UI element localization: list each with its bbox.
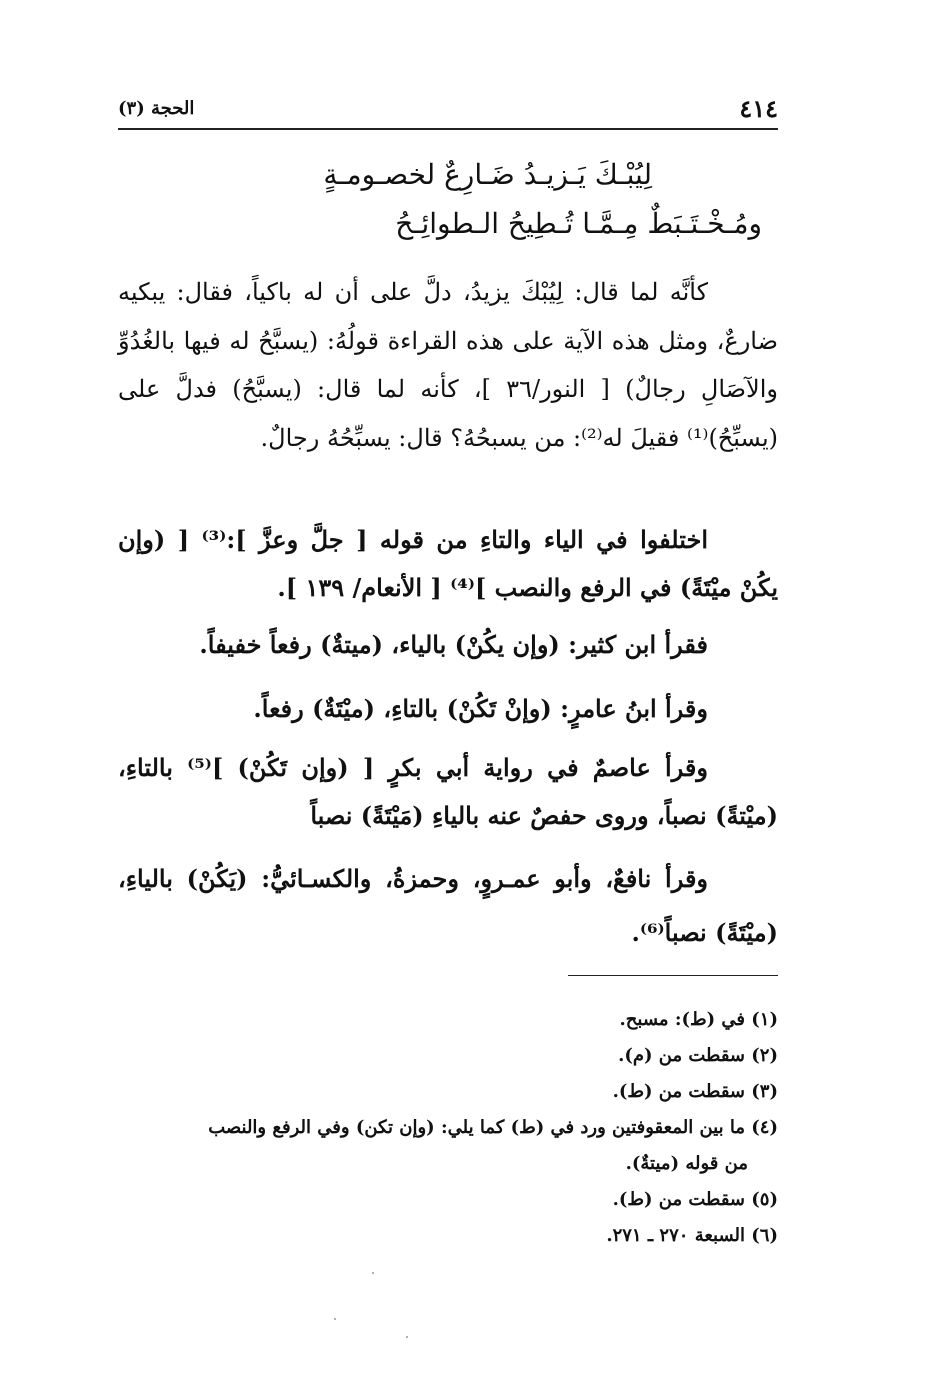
page-number: ٤١٤	[739, 94, 778, 123]
book-title: الحجة (٣)	[118, 98, 195, 119]
footnote-6: (٦) السبعة ٢٧٠ ـ ٢٧١.	[606, 1225, 778, 1246]
footnote-divider	[568, 975, 778, 976]
footnote-3: (٣) سقطت من (ط).	[612, 1081, 778, 1102]
paragraph-ibn-amir	[118, 686, 778, 732]
running-header	[118, 92, 778, 130]
footnote-2: (٢) سقطت من (م).	[618, 1045, 778, 1066]
footnote-1: (١) في (ط): مسبح.	[619, 1009, 778, 1030]
poem-line-1: لِيُبْـكَ يَـزيـدُ ضَـارِعٌ لخصـومـةٍ	[323, 158, 652, 191]
paragraph-text: وقرأ نافعٌ، وأبو عمـروٍ، وحمزةُ، والكسـائيُّ: (يَكُنْ) بالياءِ، (ميْتَةً) نصباً⁽⁶⁾.	[118, 864, 778, 947]
paragraph-text: اختلفوا في الياء والتاءِ من قوله [ جلَّ وعزَّ ]:⁽³⁾ [ (وإن يكُنْ ميْتَةً) في الرفع والنصب ]⁽⁴⁾ [ الأنعام/ ١٣٩ ].	[118, 525, 778, 602]
scan-speck	[406, 1336, 408, 1338]
paragraph-asim	[118, 744, 778, 840]
scan-speck	[334, 1318, 336, 1320]
footnote-4-continued	[118, 1146, 778, 1182]
paragraph-text: وقرأ عاصمٌ في رواية أبي بكرٍ [ (وإن تَكُنْ) ]⁽⁵⁾ بالتاءِ، (ميْتةً) نصباً، وروى حفصٌ عنه بالياءِ (مَيْتَةً) نصباً	[118, 753, 778, 830]
paragraph-text: وقرأ ابنُ عامرٍ: (وإنْ تَكُنْ) بالتاءِ، (ميْتَةٌ) رفعاً.	[253, 694, 708, 723]
footnote-4: (٤) ما بين المعقوفتين ورد في (ط) كما يلي: (وإن تكن) وفي الرفع والنصب	[208, 1117, 778, 1138]
footnote-4-continuation: من قوله (ميتةٌ).	[625, 1153, 748, 1174]
paragraph-disagreement	[118, 516, 778, 612]
footnotes	[118, 1002, 778, 1254]
paragraph-ibn-kathir	[118, 622, 778, 668]
scan-speck	[372, 1272, 374, 1274]
paragraph-commentary	[118, 268, 778, 462]
paragraph-text: كأنَّه لما قال: لِيُبْكَ يزيدُ، دلَّ على أن له باكياً، فقال: يبكيه ضارعٌ، ومثل هذه الآية على هذه القراءة قولُهُ: (يسبَّحُ له فيها بالغُدُوِّ والآصَالِ رجالٌ) [ النور/٣٦ ]، كأنه لما قال: (يسبَّحُ) فدلَّ على (يسبِّحُ)⁽¹⁾ فقيلَ له⁽²⁾: من يسبحُهُ؟ قال: يسبِّحُهُ رجالٌ.	[118, 278, 778, 452]
footnote-5: (٥) سقطت من (ط).	[612, 1189, 778, 1210]
paragraph-nafi	[118, 852, 778, 960]
paragraph-text: فقرأ ابن كثير: (وإن يكُنْ) بالياء، (ميتةٌ) رفعاً خفيفاً.	[199, 630, 708, 659]
poem-line-2: ومُـخْـتَـبَطٌ مِـمَّـا تُـطِيحُ الـطوائِـحُ	[395, 207, 762, 240]
